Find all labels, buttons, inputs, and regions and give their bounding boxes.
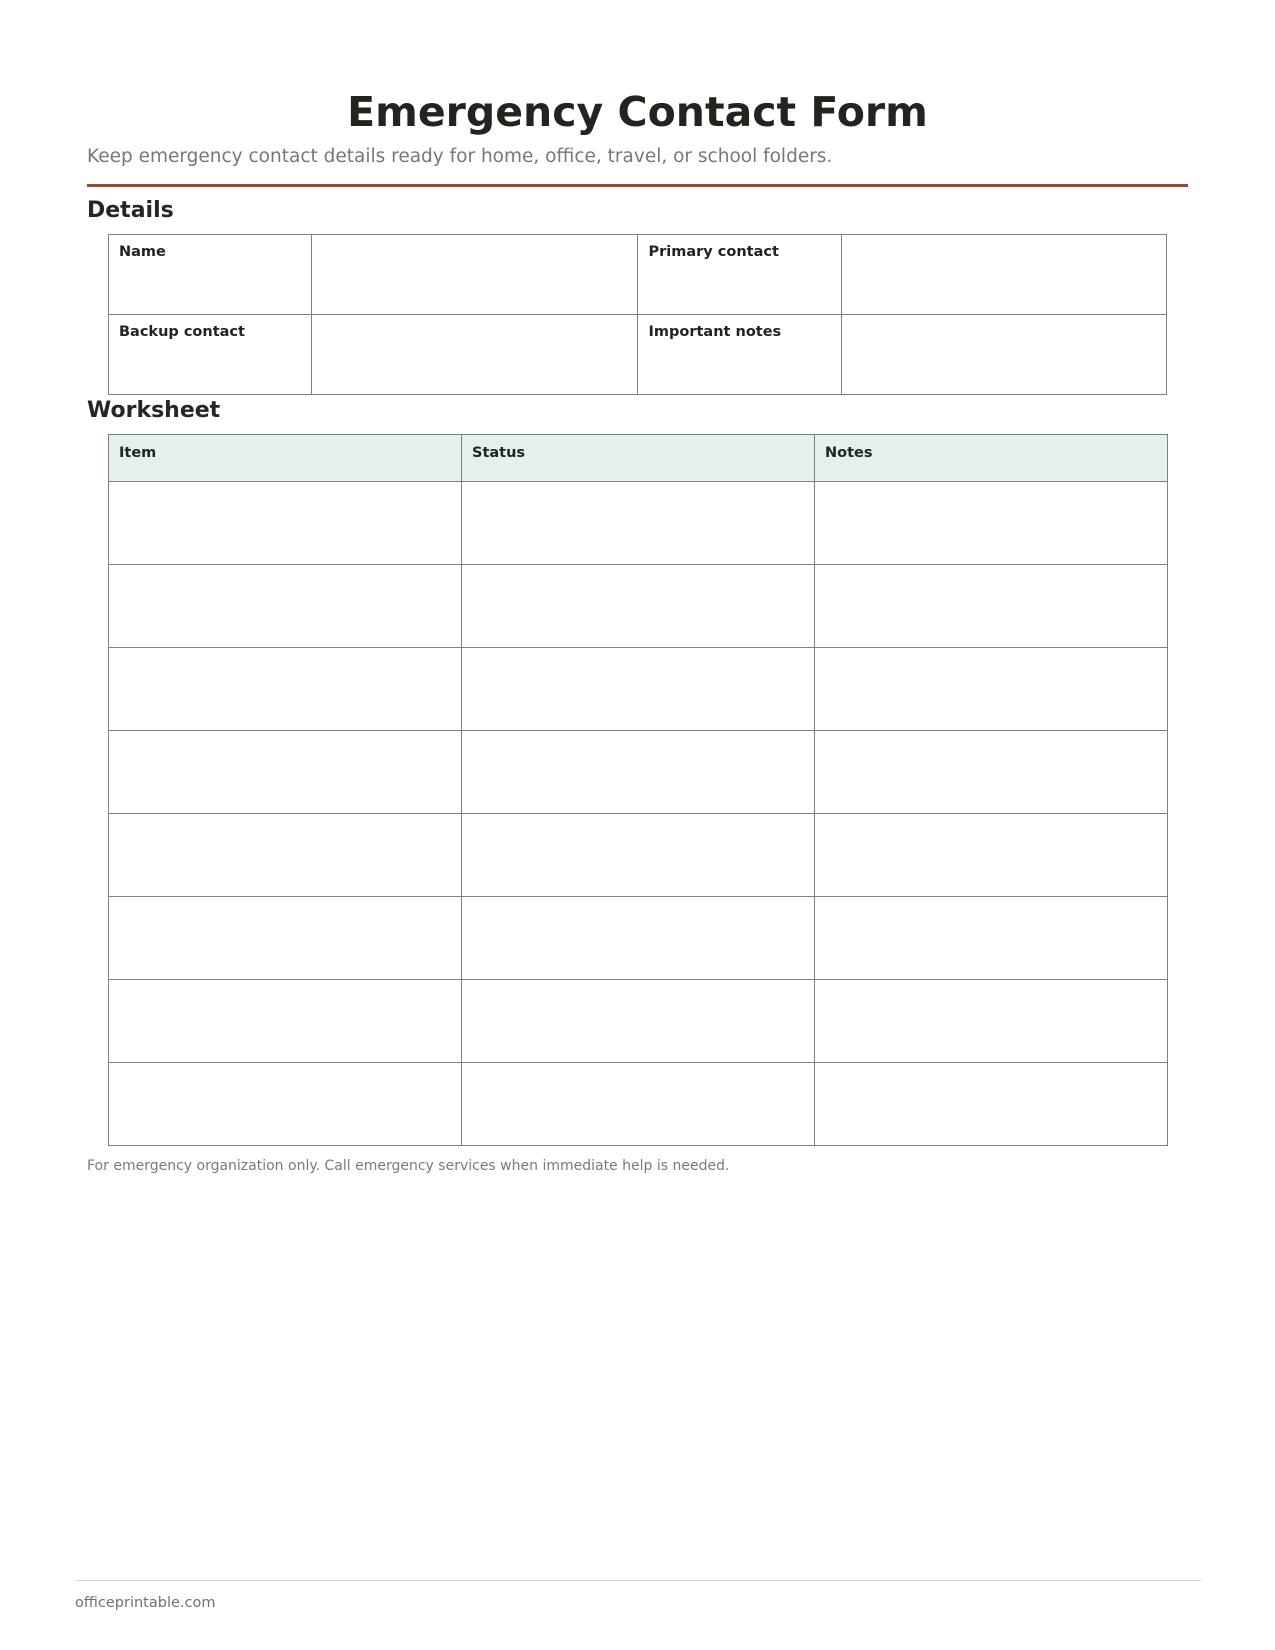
worksheet-heading: Worksheet [87,398,221,423]
table-row [109,980,1168,1063]
table-row [109,1063,1168,1146]
details-table [108,234,1167,395]
footnote: For emergency organization only. Call emergency services when immediate help is needed. [87,1158,730,1174]
status-cell[interactable] [462,482,815,565]
details-row [109,235,1167,315]
notes-cell[interactable] [815,565,1168,648]
details-heading: Details [87,198,174,223]
column-header-item: Item [109,435,462,482]
table-row [109,731,1168,814]
status-cell[interactable] [462,731,815,814]
worksheet-table [108,434,1168,1146]
item-cell[interactable] [109,980,462,1063]
notes-cell[interactable] [815,648,1168,731]
details-label-important-notes: Important notes [638,315,841,395]
status-cell[interactable] [462,565,815,648]
item-cell[interactable] [109,731,462,814]
item-cell[interactable] [109,1063,462,1146]
column-header-status: Status [462,435,815,482]
item-cell[interactable] [109,897,462,980]
details-field-primary-contact[interactable] [841,235,1167,315]
details-label-name: Name [109,235,312,315]
details-field-important-notes[interactable] [841,315,1167,395]
status-cell[interactable] [462,648,815,731]
details-field-name[interactable] [312,235,638,315]
notes-cell[interactable] [815,731,1168,814]
notes-cell[interactable] [815,482,1168,565]
details-row [109,315,1167,395]
details-label-primary-contact: Primary contact [638,235,841,315]
notes-cell[interactable] [815,980,1168,1063]
table-row [109,565,1168,648]
status-cell[interactable] [462,814,815,897]
page-title: Emergency Contact Form [347,88,928,136]
status-cell[interactable] [462,980,815,1063]
notes-cell[interactable] [815,814,1168,897]
status-cell[interactable] [462,897,815,980]
worksheet-header-row [109,435,1168,482]
title-divider [87,184,1188,187]
details-field-backup-contact[interactable] [312,315,638,395]
item-cell[interactable] [109,648,462,731]
item-cell[interactable] [109,482,462,565]
footer-divider [75,1580,1201,1581]
notes-cell[interactable] [815,897,1168,980]
item-cell[interactable] [109,565,462,648]
footer-site: officeprintable.com [75,1595,216,1611]
status-cell[interactable] [462,1063,815,1146]
item-cell[interactable] [109,814,462,897]
details-label-backup-contact: Backup contact [109,315,312,395]
table-row [109,482,1168,565]
table-row [109,648,1168,731]
notes-cell[interactable] [815,1063,1168,1146]
page-subtitle: Keep emergency contact details ready for home, office, travel, or school folders. [87,146,833,167]
table-row [109,897,1168,980]
table-row [109,814,1168,897]
column-header-notes: Notes [815,435,1168,482]
